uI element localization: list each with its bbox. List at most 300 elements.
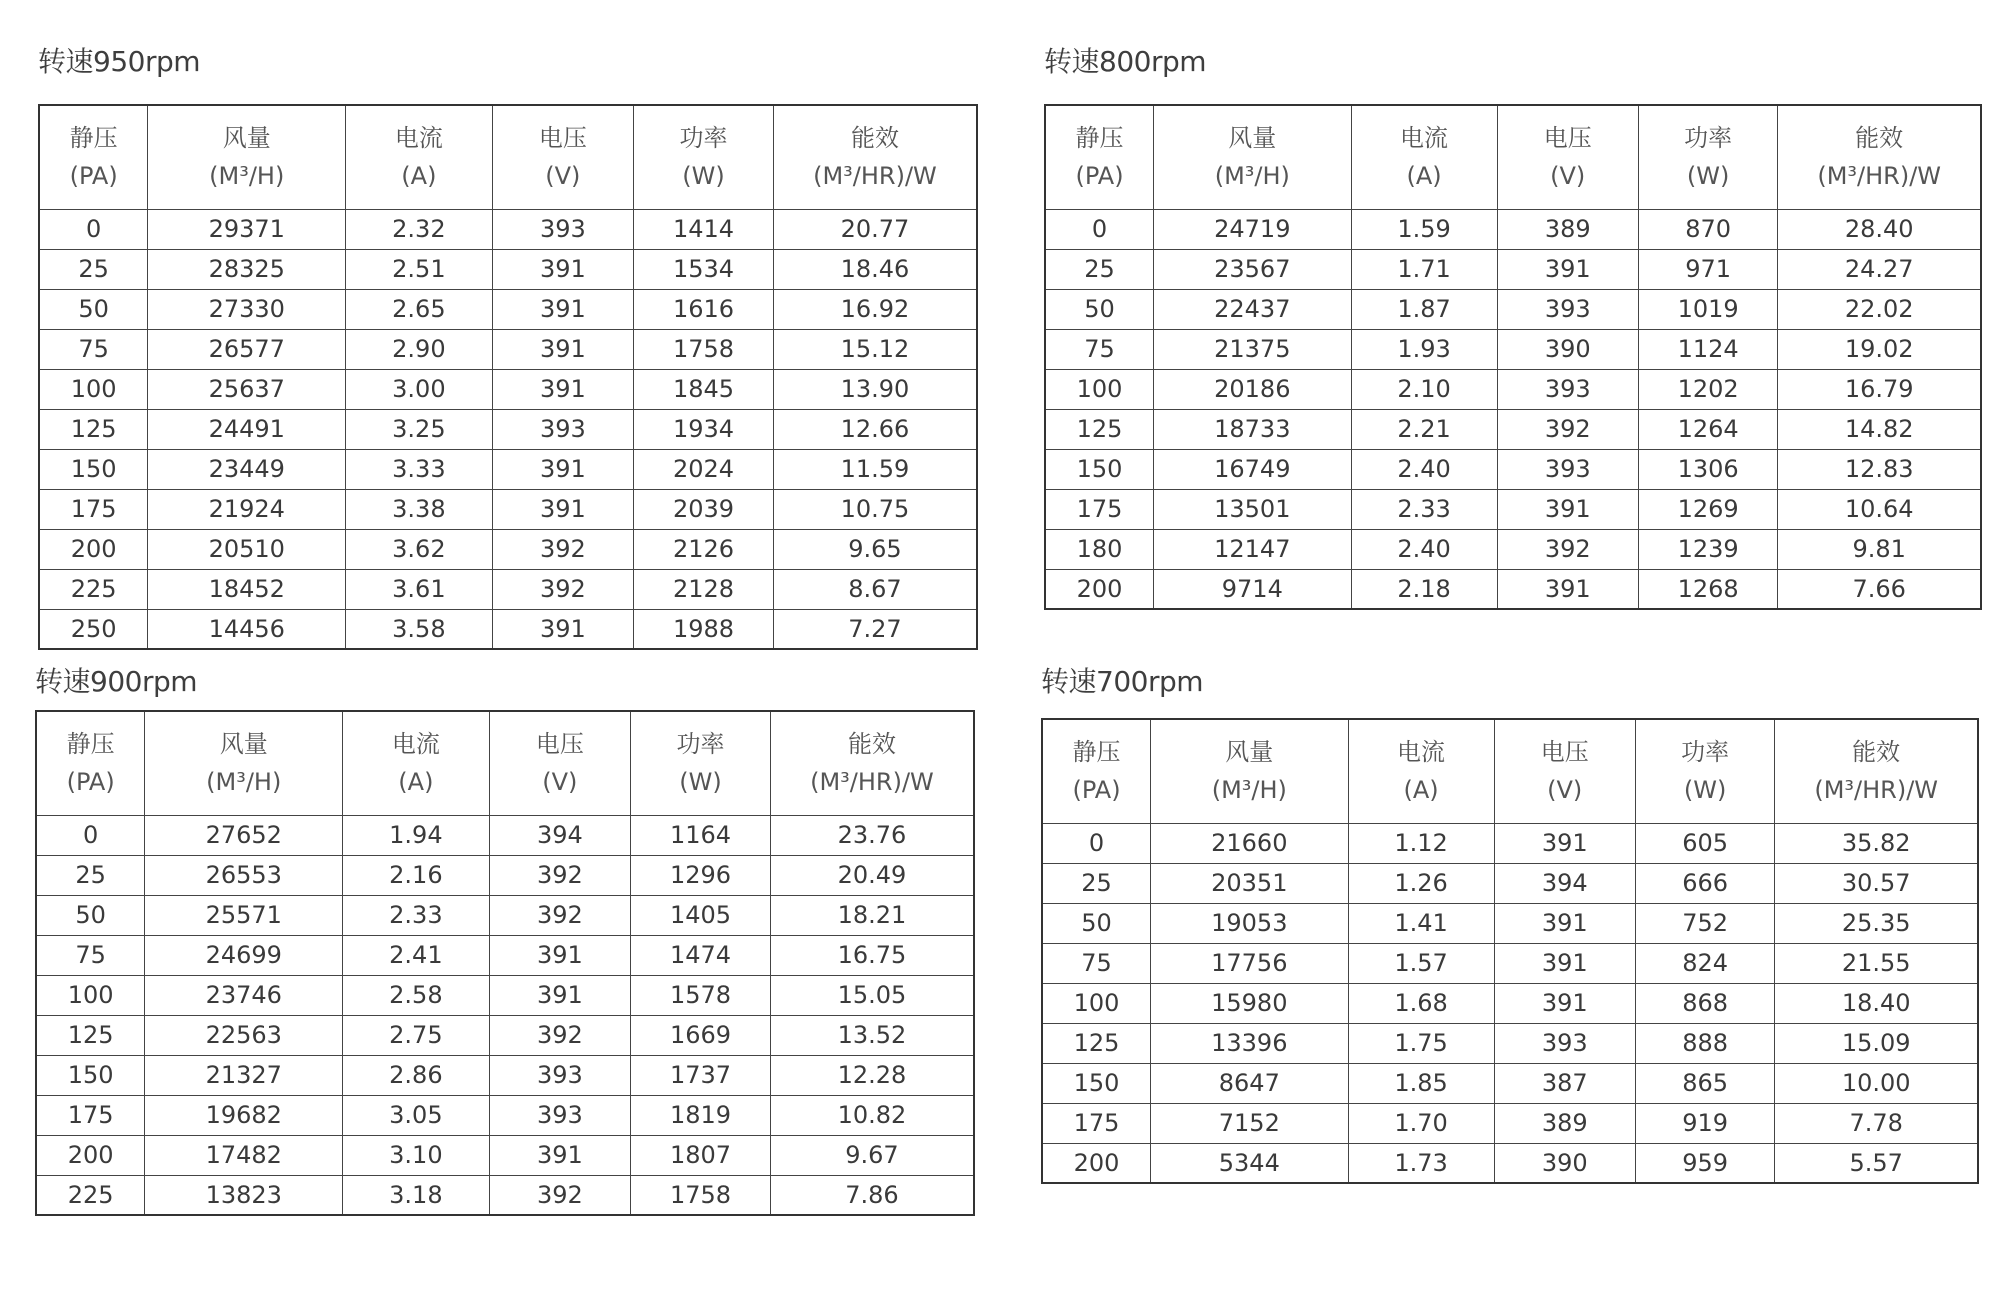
column-header-unit: (A) — [401, 162, 437, 191]
cell-power: 865 — [1635, 1063, 1774, 1103]
cell-voltage: 394 — [489, 815, 631, 855]
cell-voltage: 391 — [492, 489, 634, 529]
column-header-airflow — [1154, 105, 1351, 209]
performance-table — [38, 104, 978, 650]
cell-power: 1845 — [634, 369, 774, 409]
header-row — [36, 711, 974, 815]
cell-static-pressure: 100 — [39, 369, 148, 409]
cell-current: 2.86 — [343, 1055, 489, 1095]
header-row — [39, 105, 977, 209]
table-row — [39, 529, 977, 569]
column-header-unit: (PA) — [1075, 162, 1124, 191]
cell-efficiency: 10.75 — [773, 489, 977, 529]
cell-voltage: 391 — [1494, 823, 1635, 863]
cell-current: 3.62 — [346, 529, 492, 569]
cell-airflow: 9714 — [1154, 569, 1351, 609]
table-row — [1042, 863, 1978, 903]
cell-power: 1934 — [634, 409, 774, 449]
cell-current: 3.38 — [346, 489, 492, 529]
cell-power: 971 — [1638, 249, 1777, 289]
cell-airflow: 23567 — [1154, 249, 1351, 289]
table-row — [1042, 1023, 1978, 1063]
cell-voltage: 392 — [489, 1015, 631, 1055]
column-header-airflow — [1151, 719, 1348, 823]
column-header-unit: (V) — [545, 162, 581, 191]
cell-airflow: 28325 — [148, 249, 346, 289]
cell-airflow: 26577 — [148, 329, 346, 369]
cell-airflow: 16749 — [1154, 449, 1351, 489]
column-header-static-pressure — [1042, 719, 1151, 823]
cell-voltage: 391 — [1497, 249, 1638, 289]
column-header-unit: (A) — [1403, 776, 1439, 805]
cell-power: 1534 — [634, 249, 774, 289]
column-header-name: 静压 — [1075, 124, 1124, 153]
table-row — [36, 1175, 974, 1215]
column-header-unit: (M³/H) — [1211, 776, 1287, 805]
cell-static-pressure: 180 — [1045, 529, 1154, 569]
cell-power: 870 — [1638, 209, 1777, 249]
cell-airflow: 24699 — [145, 935, 343, 975]
column-header-static-pressure — [1045, 105, 1154, 209]
column-header-unit: (M³/HR)/W — [1814, 776, 1939, 805]
column-header-unit: (V) — [1550, 162, 1586, 191]
cell-static-pressure: 200 — [1045, 569, 1154, 609]
section-title: 转速700rpm — [1041, 665, 1204, 698]
section-title: 转速800rpm — [1044, 45, 1207, 78]
cell-current: 1.73 — [1348, 1143, 1494, 1183]
cell-efficiency: 18.46 — [773, 249, 977, 289]
cell-airflow: 25571 — [145, 895, 343, 935]
cell-power: 1807 — [631, 1135, 771, 1175]
cell-current: 1.68 — [1348, 983, 1494, 1023]
cell-efficiency: 12.83 — [1778, 449, 1981, 489]
cell-voltage: 391 — [489, 975, 631, 1015]
column-header-unit: (M³/HR)/W — [810, 768, 934, 797]
cell-power: 1296 — [631, 855, 771, 895]
cell-current: 1.59 — [1351, 209, 1497, 249]
cell-efficiency: 9.67 — [770, 1135, 974, 1175]
cell-voltage: 389 — [1494, 1103, 1635, 1143]
column-header-name: 功率 — [679, 124, 728, 153]
column-header-name: 电压 — [538, 124, 587, 153]
cell-power: 1988 — [634, 609, 774, 649]
table-section-800rpm — [1044, 46, 1984, 612]
cell-airflow: 13823 — [145, 1175, 343, 1215]
cell-power: 1124 — [1638, 329, 1777, 369]
column-header-unit: (W) — [682, 162, 725, 191]
cell-efficiency: 20.77 — [773, 209, 977, 249]
cell-airflow: 26553 — [145, 855, 343, 895]
cell-current: 2.75 — [343, 1015, 489, 1055]
cell-power: 2039 — [634, 489, 774, 529]
table-row — [1045, 409, 1981, 449]
cell-current: 3.05 — [343, 1095, 489, 1135]
cell-power: 1239 — [1638, 529, 1777, 569]
column-header-power — [634, 105, 774, 209]
column-header-unit: (PA) — [66, 768, 115, 797]
cell-current: 1.75 — [1348, 1023, 1494, 1063]
column-header-unit: (M³/HR)/W — [1817, 162, 1942, 191]
cell-airflow: 24719 — [1154, 209, 1351, 249]
cell-airflow: 20351 — [1151, 863, 1348, 903]
cell-power: 868 — [1635, 983, 1774, 1023]
column-header-name: 静压 — [69, 124, 118, 153]
table-row — [36, 1095, 974, 1135]
cell-efficiency: 11.59 — [773, 449, 977, 489]
cell-static-pressure: 175 — [36, 1095, 145, 1135]
cell-static-pressure: 25 — [1042, 863, 1151, 903]
cell-airflow: 19053 — [1151, 903, 1348, 943]
cell-power: 1019 — [1638, 289, 1777, 329]
table-row — [1045, 329, 1981, 369]
cell-airflow: 24491 — [148, 409, 346, 449]
cell-static-pressure: 150 — [36, 1055, 145, 1095]
cell-efficiency: 24.27 — [1778, 249, 1981, 289]
cell-current: 1.93 — [1351, 329, 1497, 369]
performance-table — [1044, 104, 1982, 610]
cell-airflow: 20186 — [1154, 369, 1351, 409]
cell-current: 2.18 — [1351, 569, 1497, 609]
cell-airflow: 7152 — [1151, 1103, 1348, 1143]
cell-airflow: 23449 — [148, 449, 346, 489]
cell-current: 2.33 — [343, 895, 489, 935]
table-row — [39, 569, 977, 609]
cell-power: 1669 — [631, 1015, 771, 1055]
cell-voltage: 390 — [1497, 329, 1638, 369]
cell-airflow: 21375 — [1154, 329, 1351, 369]
cell-efficiency: 12.66 — [773, 409, 977, 449]
column-header-unit: (V) — [542, 768, 578, 797]
column-header-current — [343, 711, 489, 815]
cell-power: 1758 — [631, 1175, 771, 1215]
cell-static-pressure: 75 — [1045, 329, 1154, 369]
cell-current: 1.85 — [1348, 1063, 1494, 1103]
column-header-efficiency — [773, 105, 977, 209]
cell-voltage: 392 — [489, 1175, 631, 1215]
cell-power: 752 — [1635, 903, 1774, 943]
cell-efficiency: 10.82 — [770, 1095, 974, 1135]
cell-airflow: 25637 — [148, 369, 346, 409]
column-header-voltage — [1494, 719, 1635, 823]
cell-power: 919 — [1635, 1103, 1774, 1143]
cell-power: 605 — [1635, 823, 1774, 863]
table-section-700rpm — [1041, 666, 1981, 1186]
section-title: 转速900rpm — [35, 665, 198, 698]
cell-current: 2.32 — [346, 209, 492, 249]
cell-static-pressure: 50 — [1045, 289, 1154, 329]
cell-efficiency: 10.00 — [1775, 1063, 1978, 1103]
cell-static-pressure: 125 — [1042, 1023, 1151, 1063]
column-header-unit: (A) — [398, 768, 434, 797]
table-row — [39, 409, 977, 449]
cell-efficiency: 22.02 — [1778, 289, 1981, 329]
cell-airflow: 21924 — [148, 489, 346, 529]
column-header-name: 电压 — [1543, 124, 1592, 153]
table-row — [36, 975, 974, 1015]
cell-voltage: 391 — [489, 935, 631, 975]
column-header-voltage — [492, 105, 634, 209]
column-header-unit: (M³/H) — [1214, 162, 1290, 191]
cell-airflow: 20510 — [148, 529, 346, 569]
table-row — [1042, 903, 1978, 943]
cell-voltage: 392 — [492, 529, 634, 569]
cell-power: 1758 — [634, 329, 774, 369]
column-header-current — [346, 105, 492, 209]
cell-power: 2126 — [634, 529, 774, 569]
cell-current: 3.10 — [343, 1135, 489, 1175]
column-header-static-pressure — [39, 105, 148, 209]
cell-static-pressure: 0 — [1045, 209, 1154, 249]
cell-efficiency: 8.67 — [773, 569, 977, 609]
cell-static-pressure: 0 — [1042, 823, 1151, 863]
cell-power: 1737 — [631, 1055, 771, 1095]
table-row — [1045, 249, 1981, 289]
cell-voltage: 393 — [1497, 369, 1638, 409]
cell-static-pressure: 125 — [1045, 409, 1154, 449]
table-row — [36, 895, 974, 935]
cell-voltage: 393 — [1497, 289, 1638, 329]
cell-efficiency: 16.92 — [773, 289, 977, 329]
cell-voltage: 390 — [1494, 1143, 1635, 1183]
cell-airflow: 8647 — [1151, 1063, 1348, 1103]
cell-current: 2.16 — [343, 855, 489, 895]
cell-airflow: 22437 — [1154, 289, 1351, 329]
cell-airflow: 23746 — [145, 975, 343, 1015]
cell-power: 1264 — [1638, 409, 1777, 449]
cell-airflow: 13501 — [1154, 489, 1351, 529]
table-row — [1042, 983, 1978, 1023]
table-row — [1045, 569, 1981, 609]
cell-current: 3.58 — [346, 609, 492, 649]
cell-power: 666 — [1635, 863, 1774, 903]
cell-current: 2.40 — [1351, 449, 1497, 489]
cell-power: 959 — [1635, 1143, 1774, 1183]
cell-current: 2.58 — [343, 975, 489, 1015]
cell-efficiency: 23.76 — [770, 815, 974, 855]
cell-static-pressure: 50 — [36, 895, 145, 935]
table-section-900rpm — [35, 666, 975, 1226]
cell-static-pressure: 175 — [1042, 1103, 1151, 1143]
cell-static-pressure: 25 — [39, 249, 148, 289]
cell-static-pressure: 125 — [36, 1015, 145, 1055]
table-row — [39, 329, 977, 369]
cell-voltage: 393 — [489, 1095, 631, 1135]
column-header-name: 能效 — [1852, 738, 1901, 767]
cell-static-pressure: 75 — [1042, 943, 1151, 983]
column-header-name: 电压 — [1540, 738, 1589, 767]
cell-static-pressure: 75 — [39, 329, 148, 369]
table-row — [1042, 1103, 1978, 1143]
column-header-unit: (M³/HR)/W — [813, 162, 937, 191]
column-header-name: 风量 — [222, 124, 271, 153]
column-header-voltage — [1497, 105, 1638, 209]
cell-power: 1306 — [1638, 449, 1777, 489]
cell-efficiency: 13.52 — [770, 1015, 974, 1055]
cell-current: 1.41 — [1348, 903, 1494, 943]
cell-static-pressure: 0 — [36, 815, 145, 855]
cell-voltage: 391 — [1494, 903, 1635, 943]
cell-efficiency: 21.55 — [1775, 943, 1978, 983]
cell-current: 2.33 — [1351, 489, 1497, 529]
column-header-name: 电流 — [394, 124, 443, 153]
cell-static-pressure: 200 — [39, 529, 148, 569]
cell-efficiency: 7.86 — [770, 1175, 974, 1215]
performance-table — [1041, 718, 1979, 1184]
table-row — [1045, 369, 1981, 409]
table-row — [39, 289, 977, 329]
cell-current: 1.71 — [1351, 249, 1497, 289]
column-header-name: 功率 — [676, 730, 725, 759]
cell-efficiency: 13.90 — [773, 369, 977, 409]
column-header-name: 电流 — [1400, 124, 1449, 153]
cell-airflow: 18733 — [1154, 409, 1351, 449]
table-row — [36, 935, 974, 975]
table-row — [36, 1055, 974, 1095]
cell-static-pressure: 100 — [36, 975, 145, 1015]
cell-power: 2024 — [634, 449, 774, 489]
column-header-unit: (PA) — [69, 162, 118, 191]
cell-voltage: 393 — [492, 409, 634, 449]
cell-current: 1.12 — [1348, 823, 1494, 863]
cell-current: 2.90 — [346, 329, 492, 369]
header-row — [1045, 105, 1981, 209]
column-header-name: 能效 — [850, 124, 899, 153]
cell-power: 1202 — [1638, 369, 1777, 409]
section-title: 转速950rpm — [38, 45, 201, 78]
column-header-power — [1635, 719, 1774, 823]
cell-voltage: 391 — [492, 609, 634, 649]
table-row — [1045, 209, 1981, 249]
cell-voltage: 391 — [492, 369, 634, 409]
cell-efficiency: 7.27 — [773, 609, 977, 649]
cell-airflow: 17756 — [1151, 943, 1348, 983]
column-header-efficiency — [770, 711, 974, 815]
column-header-efficiency — [1778, 105, 1981, 209]
cell-airflow: 21327 — [145, 1055, 343, 1095]
cell-voltage: 391 — [1497, 569, 1638, 609]
cell-efficiency: 12.28 — [770, 1055, 974, 1095]
cell-current: 2.21 — [1351, 409, 1497, 449]
cell-power: 1164 — [631, 815, 771, 855]
table-row — [1042, 1143, 1978, 1183]
cell-static-pressure: 0 — [39, 209, 148, 249]
column-header-unit: (A) — [1406, 162, 1442, 191]
cell-voltage: 391 — [1497, 489, 1638, 529]
cell-current: 2.65 — [346, 289, 492, 329]
cell-static-pressure: 50 — [39, 289, 148, 329]
cell-efficiency: 18.21 — [770, 895, 974, 935]
table-row — [1045, 449, 1981, 489]
cell-static-pressure: 175 — [39, 489, 148, 529]
cell-voltage: 392 — [1497, 409, 1638, 449]
column-header-voltage — [489, 711, 631, 815]
cell-airflow: 12147 — [1154, 529, 1351, 569]
column-header-current — [1348, 719, 1494, 823]
cell-current: 3.61 — [346, 569, 492, 609]
cell-efficiency: 18.40 — [1775, 983, 1978, 1023]
table-row — [39, 449, 977, 489]
cell-voltage: 391 — [492, 449, 634, 489]
column-header-unit: (M³/H) — [209, 162, 285, 191]
cell-efficiency: 10.64 — [1778, 489, 1981, 529]
cell-power: 1474 — [631, 935, 771, 975]
cell-efficiency: 7.78 — [1775, 1103, 1978, 1143]
table-row — [36, 855, 974, 895]
cell-static-pressure: 100 — [1045, 369, 1154, 409]
cell-airflow: 27652 — [145, 815, 343, 855]
column-header-unit: (PA) — [1072, 776, 1121, 805]
cell-static-pressure: 200 — [1042, 1143, 1151, 1183]
cell-airflow: 19682 — [145, 1095, 343, 1135]
cell-voltage: 392 — [492, 569, 634, 609]
column-header-name: 风量 — [1228, 124, 1277, 153]
cell-current: 3.00 — [346, 369, 492, 409]
cell-static-pressure: 25 — [36, 855, 145, 895]
cell-power: 824 — [1635, 943, 1774, 983]
cell-current: 1.87 — [1351, 289, 1497, 329]
column-header-unit: (W) — [1683, 776, 1727, 805]
cell-current: 2.51 — [346, 249, 492, 289]
cell-voltage: 387 — [1494, 1063, 1635, 1103]
column-header-power — [1638, 105, 1777, 209]
cell-power: 888 — [1635, 1023, 1774, 1063]
cell-efficiency: 15.09 — [1775, 1023, 1978, 1063]
column-header-airflow — [145, 711, 343, 815]
cell-voltage: 393 — [1497, 449, 1638, 489]
cell-airflow: 21660 — [1151, 823, 1348, 863]
column-header-efficiency — [1775, 719, 1978, 823]
cell-efficiency: 7.66 — [1778, 569, 1981, 609]
cell-static-pressure: 125 — [39, 409, 148, 449]
table-row — [39, 489, 977, 529]
cell-static-pressure: 75 — [36, 935, 145, 975]
column-header-name: 功率 — [1684, 124, 1733, 153]
column-header-static-pressure — [36, 711, 145, 815]
cell-voltage: 391 — [492, 289, 634, 329]
cell-power: 1405 — [631, 895, 771, 935]
table-row — [1045, 489, 1981, 529]
table-row — [1045, 529, 1981, 569]
column-header-unit: (M³/H) — [206, 768, 282, 797]
cell-power: 1578 — [631, 975, 771, 1015]
performance-table — [35, 710, 975, 1216]
cell-power: 2128 — [634, 569, 774, 609]
cell-airflow: 15980 — [1151, 983, 1348, 1023]
cell-efficiency: 16.79 — [1778, 369, 1981, 409]
column-header-name: 风量 — [1225, 738, 1274, 767]
cell-current: 2.40 — [1351, 529, 1497, 569]
cell-airflow: 29371 — [148, 209, 346, 249]
table-row — [1042, 823, 1978, 863]
cell-airflow: 17482 — [145, 1135, 343, 1175]
cell-voltage: 393 — [492, 209, 634, 249]
column-header-name: 静压 — [66, 730, 115, 759]
table-row — [1042, 943, 1978, 983]
cell-power: 1268 — [1638, 569, 1777, 609]
cell-airflow: 22563 — [145, 1015, 343, 1055]
column-header-unit: (W) — [679, 768, 722, 797]
cell-airflow: 27330 — [148, 289, 346, 329]
table-row — [1042, 1063, 1978, 1103]
column-header-name: 能效 — [1855, 124, 1904, 153]
cell-efficiency: 9.81 — [1778, 529, 1981, 569]
column-header-name: 静压 — [1072, 738, 1121, 767]
column-header-power — [631, 711, 771, 815]
cell-voltage: 391 — [1494, 943, 1635, 983]
table-row — [36, 815, 974, 855]
cell-current: 1.94 — [343, 815, 489, 855]
cell-efficiency: 9.65 — [773, 529, 977, 569]
